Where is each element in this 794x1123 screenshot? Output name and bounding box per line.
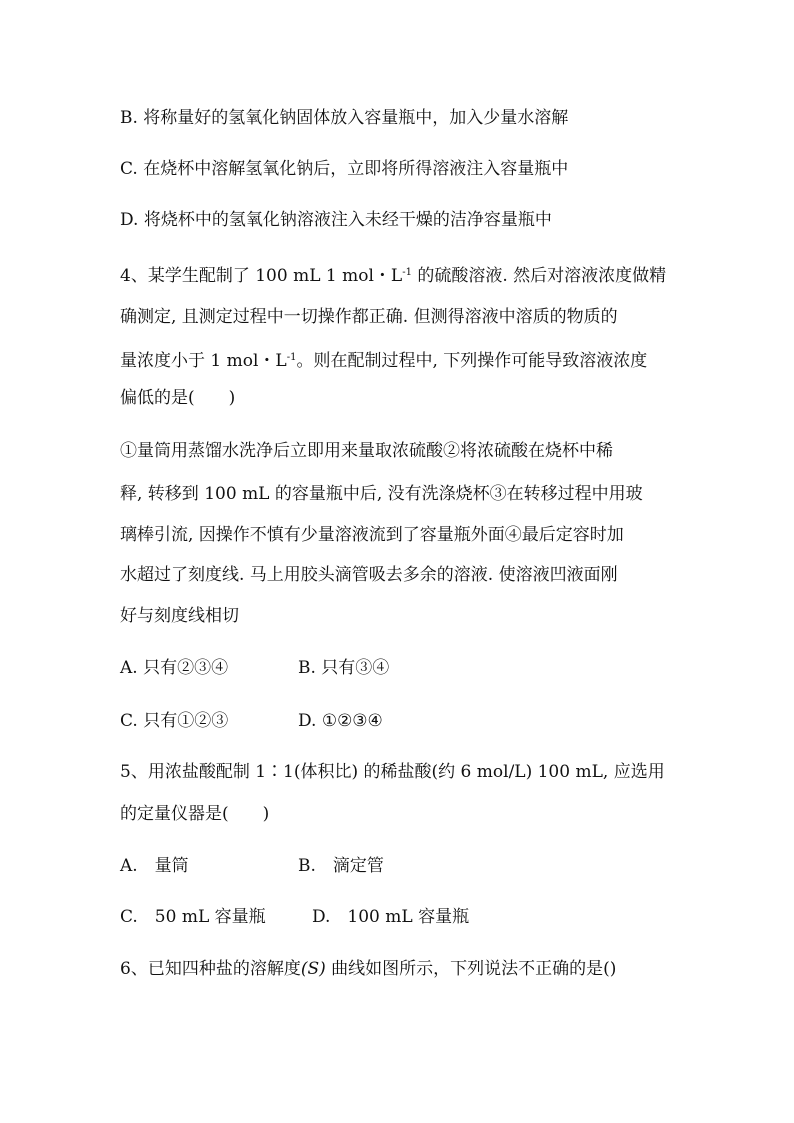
q4-stem-line-4: 偏低的是( ) xyxy=(120,388,236,408)
q5-option-d: D. 100 mL 容量瓶 xyxy=(312,907,470,927)
q4-stem-line-1-text-b: 的硫酸溶液. 然后对溶液浓度做精 xyxy=(411,266,667,286)
q5-stem-line-1: 5、用浓盐酸配制 1∶1(体积比) 的稀盐酸(约 6 mol/L) 100 mL, 应选用 xyxy=(120,762,665,782)
q5-stem-line-2: 的定量仪器是( ) xyxy=(120,804,270,824)
q4-stem-line-2: 确测定, 且测定过程中一切操作都正确. 但测得溶液中溶质的物质的 xyxy=(120,307,618,327)
q4-option-d: D. ①②③④ xyxy=(298,711,383,731)
q6-stem-text-a: 6、已知四种盐的溶解度 xyxy=(120,959,301,979)
q4-statement-line-4: 水超过了刻度线. 马上用胶头滴管吸去多余的溶液. 使溶液凹液面刚 xyxy=(120,565,618,585)
q4-stem-line-3 xyxy=(120,346,647,373)
q4-option-b: B. 只有③④ xyxy=(298,658,390,678)
q3-option-c: C. 在烧杯中溶解氢氧化钠后，立即将所得溶液注入容量瓶中 xyxy=(120,159,569,179)
q5-option-a: A. 量筒 xyxy=(120,856,189,876)
q4-stem-line-3-superscript: -1 xyxy=(286,352,297,363)
q5-option-b: B. 滴定管 xyxy=(298,856,384,876)
q4-stem-line-1-superscript: -1 xyxy=(402,267,412,278)
q4-stem-line-1-text-a: 4、某学生配制了 100 mL 1 mol・L xyxy=(120,266,403,286)
q4-statement-line-5: 好与刻度线相切 xyxy=(120,606,239,626)
q4-option-a: A. 只有②③④ xyxy=(120,658,229,678)
q5-option-c: C. 50 mL 容量瓶 xyxy=(120,907,266,927)
q6-solubility-symbol: (S) xyxy=(300,959,326,979)
q3-option-b: B. 将称量好的氢氧化钠固体放入容量瓶中，加入少量水溶解 xyxy=(120,108,569,128)
q4-statement-line-1: ①量筒用蒸馏水洗净后立即用来量取浓硫酸②将浓硫酸在烧杯中稀 xyxy=(120,441,613,461)
q4-stem-line-1 xyxy=(120,261,666,288)
q3-option-d: D. 将烧杯中的氢氧化钠溶液注入未经干燥的洁净容量瓶中 xyxy=(120,210,552,230)
q4-statement-line-2: 释, 转移到 100 mL 的容量瓶中后, 没有洗涤烧杯③在转移过程中用玻 xyxy=(120,484,643,504)
q4-statement-line-3: 璃棒引流, 因操作不慎有少量溶液流到了容量瓶外面④最后定容时加 xyxy=(120,525,624,545)
q6-stem-text-b: 曲线如图所示，下列说法不正确的是() xyxy=(325,959,617,979)
q4-stem-line-3-text-a: 量浓度小于 1 mol・L xyxy=(120,351,287,371)
q4-stem-line-3-text-b: 。则在配制过程中, 下列操作可能导致溶液浓度 xyxy=(296,351,648,371)
q4-option-c: C. 只有①②③ xyxy=(120,711,229,731)
q6-stem xyxy=(120,957,616,981)
